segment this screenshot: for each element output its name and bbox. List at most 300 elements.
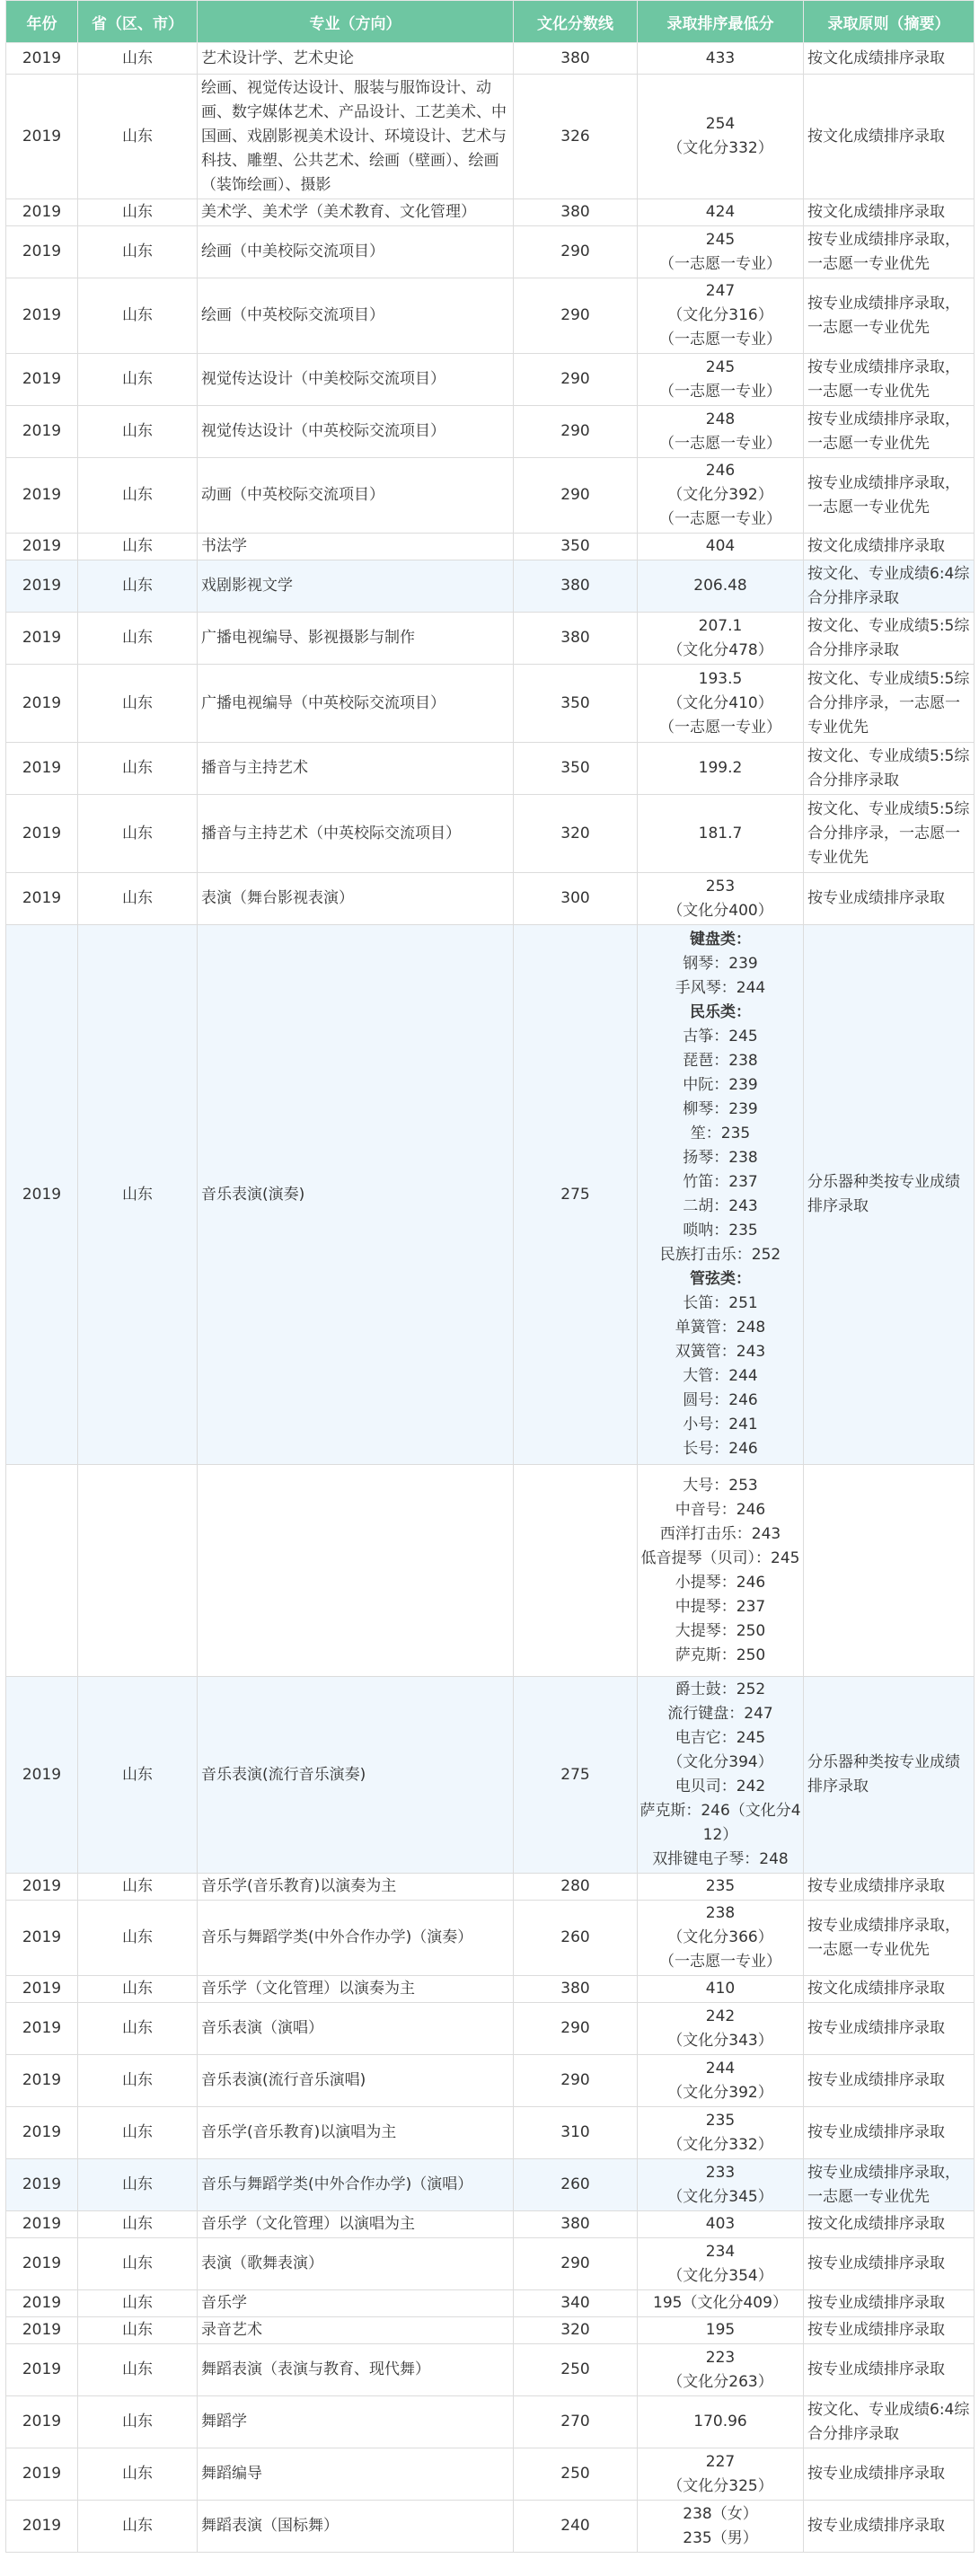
rank-score-line: （一志愿一专业） [659,1953,781,1971]
rank-score-line: （文化分400） [667,901,773,920]
rank-score-line: 404 [705,537,736,555]
admission-rule-cell: 按文化、专业成绩5:5综合分排序录，一志愿一专业优先 [804,665,975,743]
table-row [6,2107,975,2159]
culture-line-cell: 240 [514,2501,638,2553]
province-cell: 山东 [78,534,198,560]
major-cell: 视觉传达设计（中美校际交流项目） [198,354,514,406]
culture-line-cell: 260 [514,2159,638,2211]
year-cell: 2019 [6,665,78,743]
rank-score-line: 手风琴：244 [675,979,766,997]
min-rank-score-cell [638,925,804,1465]
table-row [6,1465,975,1677]
table-row [6,1874,975,1901]
rank-score-line: （文化分263） [667,2372,773,2391]
year-cell: 2019 [6,2003,78,2055]
province-cell [78,1465,198,1677]
rank-score-line: 圆号：246 [683,1391,758,1409]
major-cell: 音乐学（文化管理）以演唱为主 [198,2211,514,2238]
table-row [6,613,975,665]
province-cell: 山东 [78,795,198,873]
year-cell: 2019 [6,2238,78,2290]
instrument-category-label: 管弦类： [690,1270,751,1288]
admission-rule-cell: 按文化、专业成绩5:5综合分排序录，一志愿一专业优先 [804,795,975,873]
year-cell: 2019 [6,2211,78,2238]
admission-rule-cell: 按专业成绩排序录取 [804,2003,975,2055]
rank-score-line: （一志愿一专业） [659,510,781,528]
rank-score-line: 古筝：245 [683,1028,758,1045]
min-rank-score-cell [638,2290,804,2317]
year-cell: 2019 [6,873,78,925]
rank-score-line: 245 [705,230,736,249]
admission-rule-cell: 按文化、专业成绩6:4综合分排序录取 [804,2396,975,2448]
admission-rule-cell: 按专业成绩排序录取 [804,2238,975,2290]
year-cell: 2019 [6,2107,78,2159]
province-cell: 山东 [78,2448,198,2501]
province-cell: 山东 [78,2238,198,2290]
province-cell: 山东 [78,75,198,199]
min-rank-score-cell [638,2211,804,2238]
province-cell: 山东 [78,2501,198,2553]
rank-score-line: （文化分478） [667,640,773,659]
rank-score-line: 钢琴：239 [683,955,758,973]
province-cell: 山东 [78,2107,198,2159]
table-row [6,534,975,560]
major-cell: 音乐学(音乐教育)以演唱为主 [198,2107,514,2159]
table-row [6,1976,975,2003]
year-cell: 2019 [6,354,78,406]
rank-score-line: 双簧管：243 [675,1343,766,1361]
min-rank-score-cell [638,560,804,613]
year-cell: 2019 [6,2396,78,2448]
admission-rule-cell [804,1465,975,1677]
year-cell: 2019 [6,2159,78,2211]
year-cell: 2019 [6,2448,78,2501]
admission-rule-cell: 按文化、专业成绩6:4综合分排序录取 [804,560,975,613]
min-rank-score-cell [638,1677,804,1874]
culture-line-cell: 310 [514,2107,638,2159]
province-cell: 山东 [78,406,198,458]
rank-score-line: （文化分316） [667,306,773,324]
rank-score-line: 电吉它：245 [675,1729,766,1747]
rank-score-line: 萨克斯：246（文化分412） [639,1802,801,1844]
province-cell: 山东 [78,199,198,226]
major-cell: 表演（舞台影视表演） [198,873,514,925]
table-row [6,2317,975,2344]
culture-line-cell: 380 [514,613,638,665]
rank-score-line: 大管：244 [683,1367,758,1385]
rank-score-line: 流行键盘：247 [667,1705,773,1723]
admission-rule-cell: 按专业成绩排序录取，一志愿一专业优先 [804,1901,975,1976]
rank-score-line: 小提琴：246 [675,1573,766,1592]
major-cell: 舞蹈编导 [198,2448,514,2501]
year-cell: 2019 [6,2317,78,2344]
admission-rule-cell: 按文化、专业成绩5:5综合分排序录取 [804,743,975,795]
table-row [6,560,975,613]
rank-score-line: （一志愿一专业） [659,382,781,401]
province-cell: 山东 [78,2055,198,2107]
rank-score-line: （文化分343） [667,2031,773,2050]
rank-score-line: （文化分366） [667,1928,773,1946]
province-cell: 山东 [78,2317,198,2344]
rank-score-line: 二胡：243 [683,1197,758,1215]
table-row [6,1677,975,1874]
admission-rule-cell: 按专业成绩排序录取，一志愿一专业优先 [804,226,975,278]
rank-score-line: 中提琴：237 [675,1597,766,1616]
major-cell: 广播电视编导、影视摄影与制作 [198,613,514,665]
rank-score-line: 207.1 [698,616,743,635]
admission-rule-cell: 按文化成绩排序录取 [804,75,975,199]
major-cell: 音乐学(音乐教育)以演奏为主 [198,1874,514,1901]
table-row [6,2003,975,2055]
rank-score-line: 西洋打击乐：243 [659,1524,781,1543]
header-culture-line: 文化分数线 [514,1,638,43]
culture-line-cell [514,1465,638,1677]
admission-rule-cell: 按专业成绩排序录取 [804,2107,975,2159]
rank-score-line: 长笛：251 [683,1294,758,1312]
table-row [6,2055,975,2107]
rank-score-line: 竹笛：237 [683,1173,758,1191]
rank-score-line: 长号：246 [683,1440,758,1458]
rank-score-line: （一志愿一专业） [659,331,781,348]
major-cell: 表演（歌舞表演） [198,2238,514,2290]
min-rank-score-cell [638,406,804,458]
min-rank-score-cell [638,1874,804,1901]
min-rank-score-cell [638,226,804,278]
table-row [6,1901,975,1976]
rank-score-line: 双排键电子琴：248 [652,1850,789,1868]
culture-line-cell: 380 [514,1976,638,2003]
year-cell: 2019 [6,2055,78,2107]
culture-line-cell: 326 [514,75,638,199]
major-cell: 绘画（中美校际交流项目） [198,226,514,278]
culture-line-cell: 290 [514,406,638,458]
table-row [6,406,975,458]
min-rank-score-cell [638,743,804,795]
table-row [6,2448,975,2501]
instrument-category-label: 键盘类： [690,931,751,948]
admission-rule-cell: 按文化成绩排序录取 [804,1976,975,2003]
rank-score-line: 254 [705,115,736,133]
rank-score-line: 181.7 [698,824,743,842]
table-row [6,2159,975,2211]
major-cell: 艺术设计学、艺术史论 [198,43,514,75]
major-cell: 绘画（中英校际交流项目） [198,278,514,354]
culture-line-cell: 270 [514,2396,638,2448]
min-rank-score-cell [638,2501,804,2553]
culture-line-cell: 350 [514,665,638,743]
min-rank-score-cell [638,75,804,199]
major-cell: 音乐表演(流行音乐演奏) [198,1677,514,1874]
table-row [6,2396,975,2448]
table-row [6,354,975,406]
rank-score-line: 433 [705,49,736,67]
rank-score-line: 238（女） [683,2504,758,2523]
min-rank-score-cell [638,354,804,406]
min-rank-score-cell [638,613,804,665]
year-cell: 2019 [6,458,78,534]
min-rank-score-cell [638,2317,804,2344]
culture-line-cell: 290 [514,226,638,278]
province-cell: 山东 [78,2159,198,2211]
culture-line-cell: 320 [514,795,638,873]
table-row [6,43,975,75]
rank-score-line: 笙：235 [690,1125,751,1142]
major-cell: 音乐学（文化管理）以演奏为主 [198,1976,514,2003]
major-cell: 书法学 [198,534,514,560]
year-cell: 2019 [6,75,78,199]
year-cell: 2019 [6,2290,78,2317]
admission-rule-cell: 按文化、专业成绩5:5综合分排序录取 [804,613,975,665]
table-row [6,925,975,1465]
province-cell: 山东 [78,613,198,665]
culture-line-cell: 290 [514,354,638,406]
min-rank-score-cell [638,873,804,925]
year-cell: 2019 [6,2501,78,2553]
rank-score-line: （文化分354） [667,2266,773,2285]
rank-score-line: 195 [705,2321,736,2339]
table-row [6,75,975,199]
province-cell: 山东 [78,665,198,743]
table-row [6,2344,975,2396]
min-rank-score-cell [638,665,804,743]
province-cell: 山东 [78,354,198,406]
admission-rule-cell: 分乐器种类按专业成绩排序录取 [804,1677,975,1874]
rank-score-line: 234 [705,2242,736,2261]
province-cell: 山东 [78,2344,198,2396]
rank-score-line: 403 [705,2215,736,2233]
rank-score-line: 245 [705,357,736,376]
rank-score-line: （一志愿一专业） [659,254,781,273]
rank-score-line: 低音提琴（贝司）：245 [640,1548,800,1567]
year-cell: 2019 [6,2344,78,2396]
rank-score-line: 424 [705,203,736,221]
rank-score-line: 柳琴：239 [683,1100,758,1118]
province-cell: 山东 [78,2396,198,2448]
year-cell: 2019 [6,925,78,1465]
culture-line-cell: 380 [514,199,638,226]
major-cell: 音乐表演(流行音乐演唱) [198,2055,514,2107]
culture-line-cell: 290 [514,2003,638,2055]
province-cell: 山东 [78,1901,198,1976]
header-admission-rule: 录取原则（摘要） [804,1,975,43]
culture-line-cell: 340 [514,2290,638,2317]
major-cell: 音乐表演（演唱） [198,2003,514,2055]
major-cell: 音乐表演(演奏) [198,925,514,1465]
header-min-rank-score: 录取排序最低分 [638,1,804,43]
table-row [6,873,975,925]
culture-line-cell: 320 [514,2317,638,2344]
admission-rule-cell: 按专业成绩排序录取 [804,2501,975,2553]
instrument-category-label: 民乐类： [690,1003,751,1021]
culture-line-cell: 275 [514,925,638,1465]
rank-score-line: 235（男） [683,2528,758,2547]
major-cell: 视觉传达设计（中英校际交流项目） [198,406,514,458]
province-cell: 山东 [78,2003,198,2055]
culture-line-cell: 290 [514,2238,638,2290]
rank-score-line: 248 [705,410,736,428]
year-cell: 2019 [6,199,78,226]
year-cell: 2019 [6,1901,78,1976]
admission-rule-cell: 按专业成绩排序录取 [804,1874,975,1901]
rank-score-line: 170.96 [693,2413,747,2430]
admission-rule-cell: 按文化成绩排序录取 [804,534,975,560]
rank-score-line: 民族打击乐：252 [659,1246,781,1264]
min-rank-score-cell [638,1465,804,1677]
min-rank-score-cell [638,458,804,534]
admission-rule-cell: 按专业成绩排序录取 [804,873,975,925]
province-cell: 山东 [78,1677,198,1874]
year-cell: 2019 [6,43,78,75]
min-rank-score-cell [638,2448,804,2501]
province-cell: 山东 [78,226,198,278]
table-row [6,458,975,534]
admission-score-table [5,0,975,2553]
table-row [6,199,975,226]
major-cell: 音乐与舞蹈学类(中外合作办学)（演唱） [198,2159,514,2211]
rank-score-line: 唢呐：235 [683,1222,758,1239]
rank-score-line: 235 [705,2111,736,2130]
culture-line-cell: 280 [514,1874,638,1901]
table-row [6,2290,975,2317]
province-cell: 山东 [78,873,198,925]
province-cell: 山东 [78,1874,198,1901]
admission-rule-cell: 按文化成绩排序录取 [804,2211,975,2238]
major-cell: 音乐与舞蹈学类(中外合作办学)（演奏） [198,1901,514,1976]
min-rank-score-cell [638,2159,804,2211]
year-cell: 2019 [6,795,78,873]
rank-score-line: （文化分332） [667,139,773,157]
major-cell: 舞蹈表演（国标舞） [198,2501,514,2553]
major-cell: 播音与主持艺术（中英校际交流项目） [198,795,514,873]
rank-score-line: 233 [705,2163,736,2182]
rank-score-line: （文化分410） [667,693,773,712]
rank-score-line: （文化分392） [667,2083,773,2102]
admission-rule-cell: 按专业成绩排序录取，一志愿一专业优先 [804,458,975,534]
min-rank-score-cell [638,2055,804,2107]
rank-score-line: 萨克斯：250 [675,1645,766,1664]
min-rank-score-cell [638,2344,804,2396]
province-cell: 山东 [78,1976,198,2003]
min-rank-score-cell [638,534,804,560]
rank-score-line: 246 [705,462,736,480]
admission-rule-cell: 按专业成绩排序录取 [804,2055,975,2107]
admission-rule-cell: 按文化成绩排序录取 [804,43,975,75]
major-cell [198,1465,514,1677]
min-rank-score-cell [638,2107,804,2159]
culture-line-cell: 250 [514,2448,638,2501]
year-cell: 2019 [6,743,78,795]
rank-score-line: 中阮：239 [683,1076,758,1094]
rank-score-line: 大号：253 [683,1476,758,1495]
rank-score-line: 电贝司：242 [675,1778,766,1795]
province-cell: 山东 [78,458,198,534]
rank-score-line: 242 [705,2007,736,2025]
culture-line-cell: 300 [514,873,638,925]
rank-score-line: （文化分325） [667,2476,773,2495]
province-cell: 山东 [78,278,198,354]
rank-score-line: （文化分394） [667,1753,773,1771]
min-rank-score-cell [638,43,804,75]
province-cell: 山东 [78,925,198,1465]
rank-score-line: 扬琴：238 [683,1149,758,1167]
culture-line-cell: 290 [514,2055,638,2107]
culture-line-cell: 250 [514,2344,638,2396]
rank-score-line: （文化分345） [667,2187,773,2206]
major-cell: 绘画、视觉传达设计、服装与服饰设计、动画、数字媒体艺术、产品设计、工艺美术、中国画、戏剧影视美术设计、环境设计、艺术与科技、雕塑、公共艺术、绘画（壁画）、绘画（装饰绘画）、摄影 [198,75,514,199]
rank-score-line: （文化分392） [667,486,773,504]
table-row [6,278,975,354]
rank-score-line: 253 [705,877,736,895]
header-major: 专业（方向） [198,1,514,43]
year-cell: 2019 [6,1976,78,2003]
table-row [6,665,975,743]
table-row [6,743,975,795]
admission-rule-cell: 按专业成绩排序录取，一志愿一专业优先 [804,2159,975,2211]
province-cell: 山东 [78,2211,198,2238]
year-cell: 2019 [6,278,78,354]
culture-line-cell: 380 [514,43,638,75]
rank-score-line: 238 [705,1904,736,1922]
rank-score-line: 206.48 [693,577,747,595]
major-cell: 戏剧影视文学 [198,560,514,613]
year-cell: 2019 [6,406,78,458]
major-cell: 广播电视编导（中英校际交流项目） [198,665,514,743]
rank-score-line: 199.2 [698,759,743,777]
rank-score-line: 中音号：246 [675,1500,766,1519]
rank-score-line: 193.5 [698,669,743,688]
admission-rule-cell: 按文化成绩排序录取 [804,199,975,226]
min-rank-score-cell [638,1976,804,2003]
major-cell: 播音与主持艺术 [198,743,514,795]
rank-score-line: 235 [705,1877,736,1895]
province-cell: 山东 [78,560,198,613]
rank-score-line: 小号：241 [683,1416,758,1434]
admission-rule-cell: 按专业成绩排序录取，一志愿一专业优先 [804,278,975,354]
rank-score-line: 195（文化分409） [653,2294,788,2312]
table-body [6,43,975,2553]
admission-rule-cell: 按专业成绩排序录取 [804,2448,975,2501]
rank-score-line: 琵琶：238 [683,1052,758,1070]
admission-rule-cell: 按专业成绩排序录取，一志愿一专业优先 [804,354,975,406]
year-cell: 2019 [6,1874,78,1901]
admission-rule-cell: 按专业成绩排序录取 [804,2317,975,2344]
rank-score-line: 223 [705,2348,736,2367]
rank-score-line: 单簧管：248 [675,1319,766,1337]
rank-score-line: 爵士鼓：252 [675,1681,766,1698]
culture-line-cell: 260 [514,1901,638,1976]
rank-score-line: 227 [705,2452,736,2471]
culture-line-cell: 290 [514,458,638,534]
table-row [6,2501,975,2553]
rank-score-line: 大提琴：250 [675,1621,766,1640]
header-province: 省（区、市） [78,1,198,43]
major-cell: 录音艺术 [198,2317,514,2344]
year-cell: 2019 [6,560,78,613]
culture-line-cell: 275 [514,1677,638,1874]
major-cell: 音乐学 [198,2290,514,2317]
min-rank-score-cell [638,278,804,354]
major-cell: 美术学、美术学（美术教育、文化管理） [198,199,514,226]
culture-line-cell: 380 [514,560,638,613]
major-cell: 舞蹈学 [198,2396,514,2448]
rank-score-line: （一志愿一专业） [659,434,781,453]
culture-line-cell: 350 [514,743,638,795]
admission-rule-cell: 按专业成绩排序录取 [804,2290,975,2317]
table-header-row [6,1,975,43]
province-cell: 山东 [78,2290,198,2317]
min-rank-score-cell [638,2396,804,2448]
province-cell: 山东 [78,743,198,795]
